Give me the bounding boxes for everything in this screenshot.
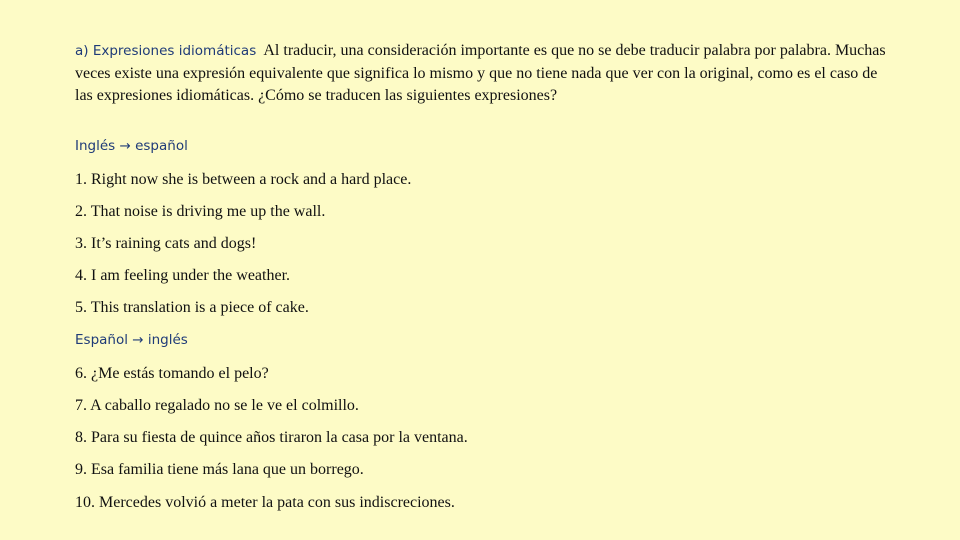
list-item: 1. Right now she is between a rock and a hard place. [75,171,412,188]
list-item: 3. It’s raining cats and dogs! [75,235,257,252]
list-item: 7. A caballo regalado no se le ve el colmillo. [75,397,359,414]
list-item: 10. Mercedes volvió a meter la pata con sus indiscreciones. [75,494,455,511]
exercise-heading: a) Expresiones idiomáticas [75,43,257,59]
section-title-spanish-english: Español → inglés [75,332,188,348]
intro-paragraph [75,40,895,108]
list-item: 9. Esa familia tiene más lana que un borrego. [75,461,364,478]
section-title-english-spanish: Inglés → español [75,138,188,154]
list-item: 6. ¿Me estás tomando el pelo? [75,365,269,382]
list-item: 8. Para su fiesta de quince años tiraron la casa por la ventana. [75,429,468,446]
list-item: 4. I am feeling under the weather. [75,267,291,284]
intro-text: Al traducir, una consideración importante es que no se debe traducir palabra por palabra. Muchas veces existe una expresión equivalente que significa lo mismo y que no tiene nada que ver con la original, como es el caso de las expresiones idiomáticas. ¿Cómo se traducen las siguientes expresiones? [75,42,886,104]
list-item: 2. That noise is driving me up the wall. [75,203,326,220]
list-item: 5. This translation is a piece of cake. [75,299,309,316]
